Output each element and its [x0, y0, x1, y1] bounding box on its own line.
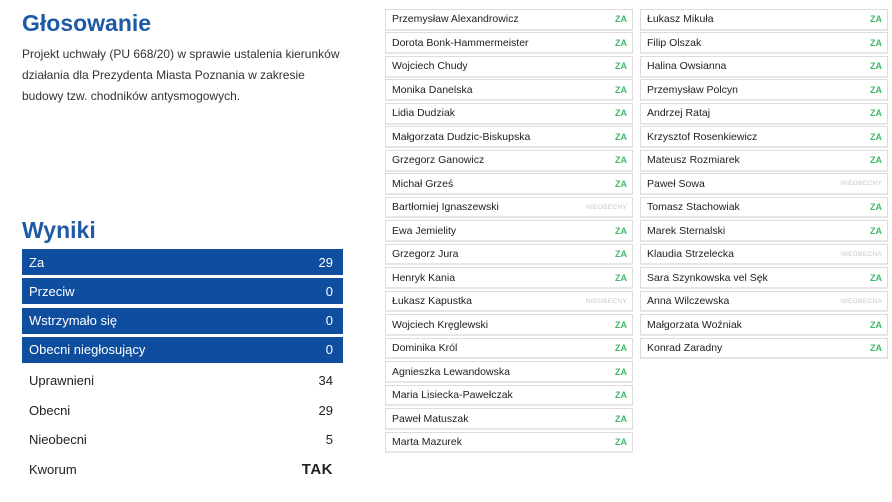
result-value: 29 — [318, 254, 333, 270]
voter-name: Henryk Kania — [392, 271, 456, 284]
voter-name: Bartłomiej Ignaszewski — [392, 201, 499, 214]
voter-name: Marek Sternalski — [647, 224, 726, 237]
voter-list-column-2 — [640, 9, 888, 361]
voter-row — [640, 244, 888, 266]
vote-status: NIEOBECNA — [841, 297, 882, 305]
results-title: Wyniki — [22, 217, 96, 243]
voter-row — [640, 126, 888, 148]
stat-value: 5 — [325, 432, 333, 448]
voter-name: Ewa Jemielity — [392, 224, 457, 237]
stat-nieobecni — [22, 425, 343, 455]
vote-status: ZA — [615, 225, 627, 236]
voter-row — [385, 220, 633, 242]
result-value: 0 — [325, 313, 333, 329]
stat-label: Uprawnieni — [29, 373, 95, 389]
voter-name: Mateusz Rozmiarek — [647, 154, 740, 167]
vote-status: ZA — [615, 437, 627, 448]
vote-status: ZA — [870, 272, 882, 283]
voter-row — [640, 220, 888, 242]
stat-value: 29 — [318, 402, 333, 418]
voter-row — [385, 432, 633, 454]
voter-row — [640, 56, 888, 78]
vote-status: ZA — [615, 84, 627, 95]
voter-row — [640, 267, 888, 289]
voter-name: Wojciech Chudy — [392, 60, 468, 73]
vote-status: ZA — [870, 319, 882, 330]
voter-row — [385, 408, 633, 430]
voter-name: Łukasz Mikuła — [647, 13, 714, 26]
voter-row — [385, 267, 633, 289]
vote-status: ZA — [615, 343, 627, 354]
vote-info — [22, 8, 344, 107]
result-label: Przeciw — [29, 283, 75, 299]
voter-name: Tomasz Stachowiak — [647, 201, 740, 214]
vote-status: ZA — [615, 319, 627, 330]
result-bar-obecni-nieglosujacy — [22, 337, 343, 363]
voter-row — [640, 291, 888, 313]
voter-row — [385, 338, 633, 360]
voter-row — [385, 361, 633, 383]
vote-status: ZA — [615, 390, 627, 401]
result-label: Obecni niegłosujący — [29, 342, 146, 358]
voter-row — [640, 79, 888, 101]
stat-obecni — [22, 396, 343, 426]
voter-name: Paweł Sowa — [647, 177, 705, 190]
voter-row — [640, 9, 888, 31]
vote-status: ZA — [615, 14, 627, 25]
vote-status: ZA — [870, 343, 882, 354]
vote-status: ZA — [870, 225, 882, 236]
voter-row — [640, 197, 888, 219]
vote-status: ZA — [870, 108, 882, 119]
result-bar-przeciw — [22, 278, 343, 304]
voter-name: Sara Szynkowska vel Sęk — [647, 271, 768, 284]
result-value: 0 — [325, 283, 333, 299]
vote-status: ZA — [615, 178, 627, 189]
voter-name: Agnieszka Lewandowska — [392, 365, 510, 378]
vote-status: ZA — [870, 84, 882, 95]
stat-label: Nieobecni — [29, 432, 87, 448]
voter-name: Małgorzata Dudzic-Biskupska — [392, 130, 531, 143]
voter-name: Dorota Bonk-Hammermeister — [392, 36, 529, 49]
vote-status: ZA — [870, 155, 882, 166]
voter-name: Przemysław Polcyn — [647, 83, 739, 96]
vote-status: ZA — [615, 61, 627, 72]
result-label: Za — [29, 254, 45, 270]
voter-row — [385, 9, 633, 31]
vote-status: NIEOBECNY — [586, 297, 627, 305]
voter-name: Grzegorz Jura — [392, 248, 459, 261]
voter-row — [385, 291, 633, 313]
vote-status: NIEOBECNY — [841, 180, 882, 188]
results-panel — [22, 249, 343, 484]
voter-row — [385, 244, 633, 266]
stat-value: 34 — [318, 373, 333, 389]
stat-value: TAK — [301, 460, 333, 478]
vote-status: ZA — [615, 249, 627, 260]
voter-row — [385, 32, 633, 54]
stat-kworum — [22, 455, 343, 485]
voter-name: Anna Wilczewska — [647, 295, 730, 308]
voter-row — [385, 79, 633, 101]
vote-status: ZA — [870, 61, 882, 72]
vote-status: ZA — [615, 155, 627, 166]
stat-uprawnieni — [22, 366, 343, 396]
result-value: 0 — [325, 342, 333, 358]
voter-name: Maria Lisiecka-Pawełczak — [392, 389, 513, 402]
voter-name: Monika Danelska — [392, 83, 473, 96]
voter-row — [640, 150, 888, 172]
voter-name: Klaudia Strzelecka — [647, 248, 734, 261]
voter-name: Dominika Król — [392, 342, 458, 355]
vote-status: ZA — [615, 366, 627, 377]
stat-label: Kworum — [29, 461, 77, 477]
vote-status: ZA — [615, 272, 627, 283]
voter-row — [385, 314, 633, 336]
voter-name: Halina Owsianna — [647, 60, 727, 73]
voter-name: Małgorzata Woźniak — [647, 318, 742, 331]
vote-status: NIEOBECNA — [841, 250, 882, 258]
vote-status: ZA — [870, 37, 882, 48]
resolution-description: Projekt uchwały (PU 668/20) w sprawie ustalenia kierunków działania dla Prezydenta Miasta Poznania w zakresie budowy tzw. chodników antysmogowych. — [22, 47, 340, 103]
voter-row — [385, 385, 633, 407]
voter-row — [640, 338, 888, 360]
vote-status: ZA — [870, 131, 882, 142]
vote-status: ZA — [870, 14, 882, 25]
voter-name: Andrzej Rataj — [647, 107, 711, 120]
voter-list-column-1 — [385, 9, 633, 455]
result-bar-za — [22, 249, 343, 275]
page-title: Głosowanie — [22, 10, 152, 36]
voter-name: Grzegorz Ganowicz — [392, 154, 485, 167]
voter-row — [640, 103, 888, 125]
vote-status: ZA — [615, 108, 627, 119]
voter-row — [385, 126, 633, 148]
result-bar-wstrzymalo — [22, 308, 343, 334]
voter-row — [640, 32, 888, 54]
vote-status: ZA — [615, 37, 627, 48]
voter-name: Przemysław Alexandrowicz — [392, 13, 519, 26]
stat-label: Obecni — [29, 402, 71, 418]
voter-name: Michał Grześ — [392, 177, 454, 190]
voter-name: Marta Mazurek — [392, 436, 463, 449]
voter-name: Wojciech Kręglewski — [392, 318, 489, 331]
result-label: Wstrzymało się — [29, 313, 118, 329]
voter-name: Paweł Matuszak — [392, 412, 469, 425]
vote-status: ZA — [615, 131, 627, 142]
voter-name: Lidia Dudziak — [392, 107, 456, 120]
voter-name: Krzysztof Rosenkiewicz — [647, 130, 758, 143]
vote-status: NIEOBECNY — [586, 203, 627, 211]
vote-status: ZA — [615, 413, 627, 424]
voter-row — [640, 173, 888, 195]
voter-row — [385, 150, 633, 172]
voter-name: Filip Olszak — [647, 36, 702, 49]
voter-row — [640, 314, 888, 336]
voter-name: Łukasz Kapustka — [392, 295, 472, 308]
voter-name: Konrad Zaradny — [647, 342, 723, 355]
voter-row — [385, 56, 633, 78]
voter-row — [385, 197, 633, 219]
vote-status: ZA — [870, 202, 882, 213]
voter-row — [385, 103, 633, 125]
voter-row — [385, 173, 633, 195]
